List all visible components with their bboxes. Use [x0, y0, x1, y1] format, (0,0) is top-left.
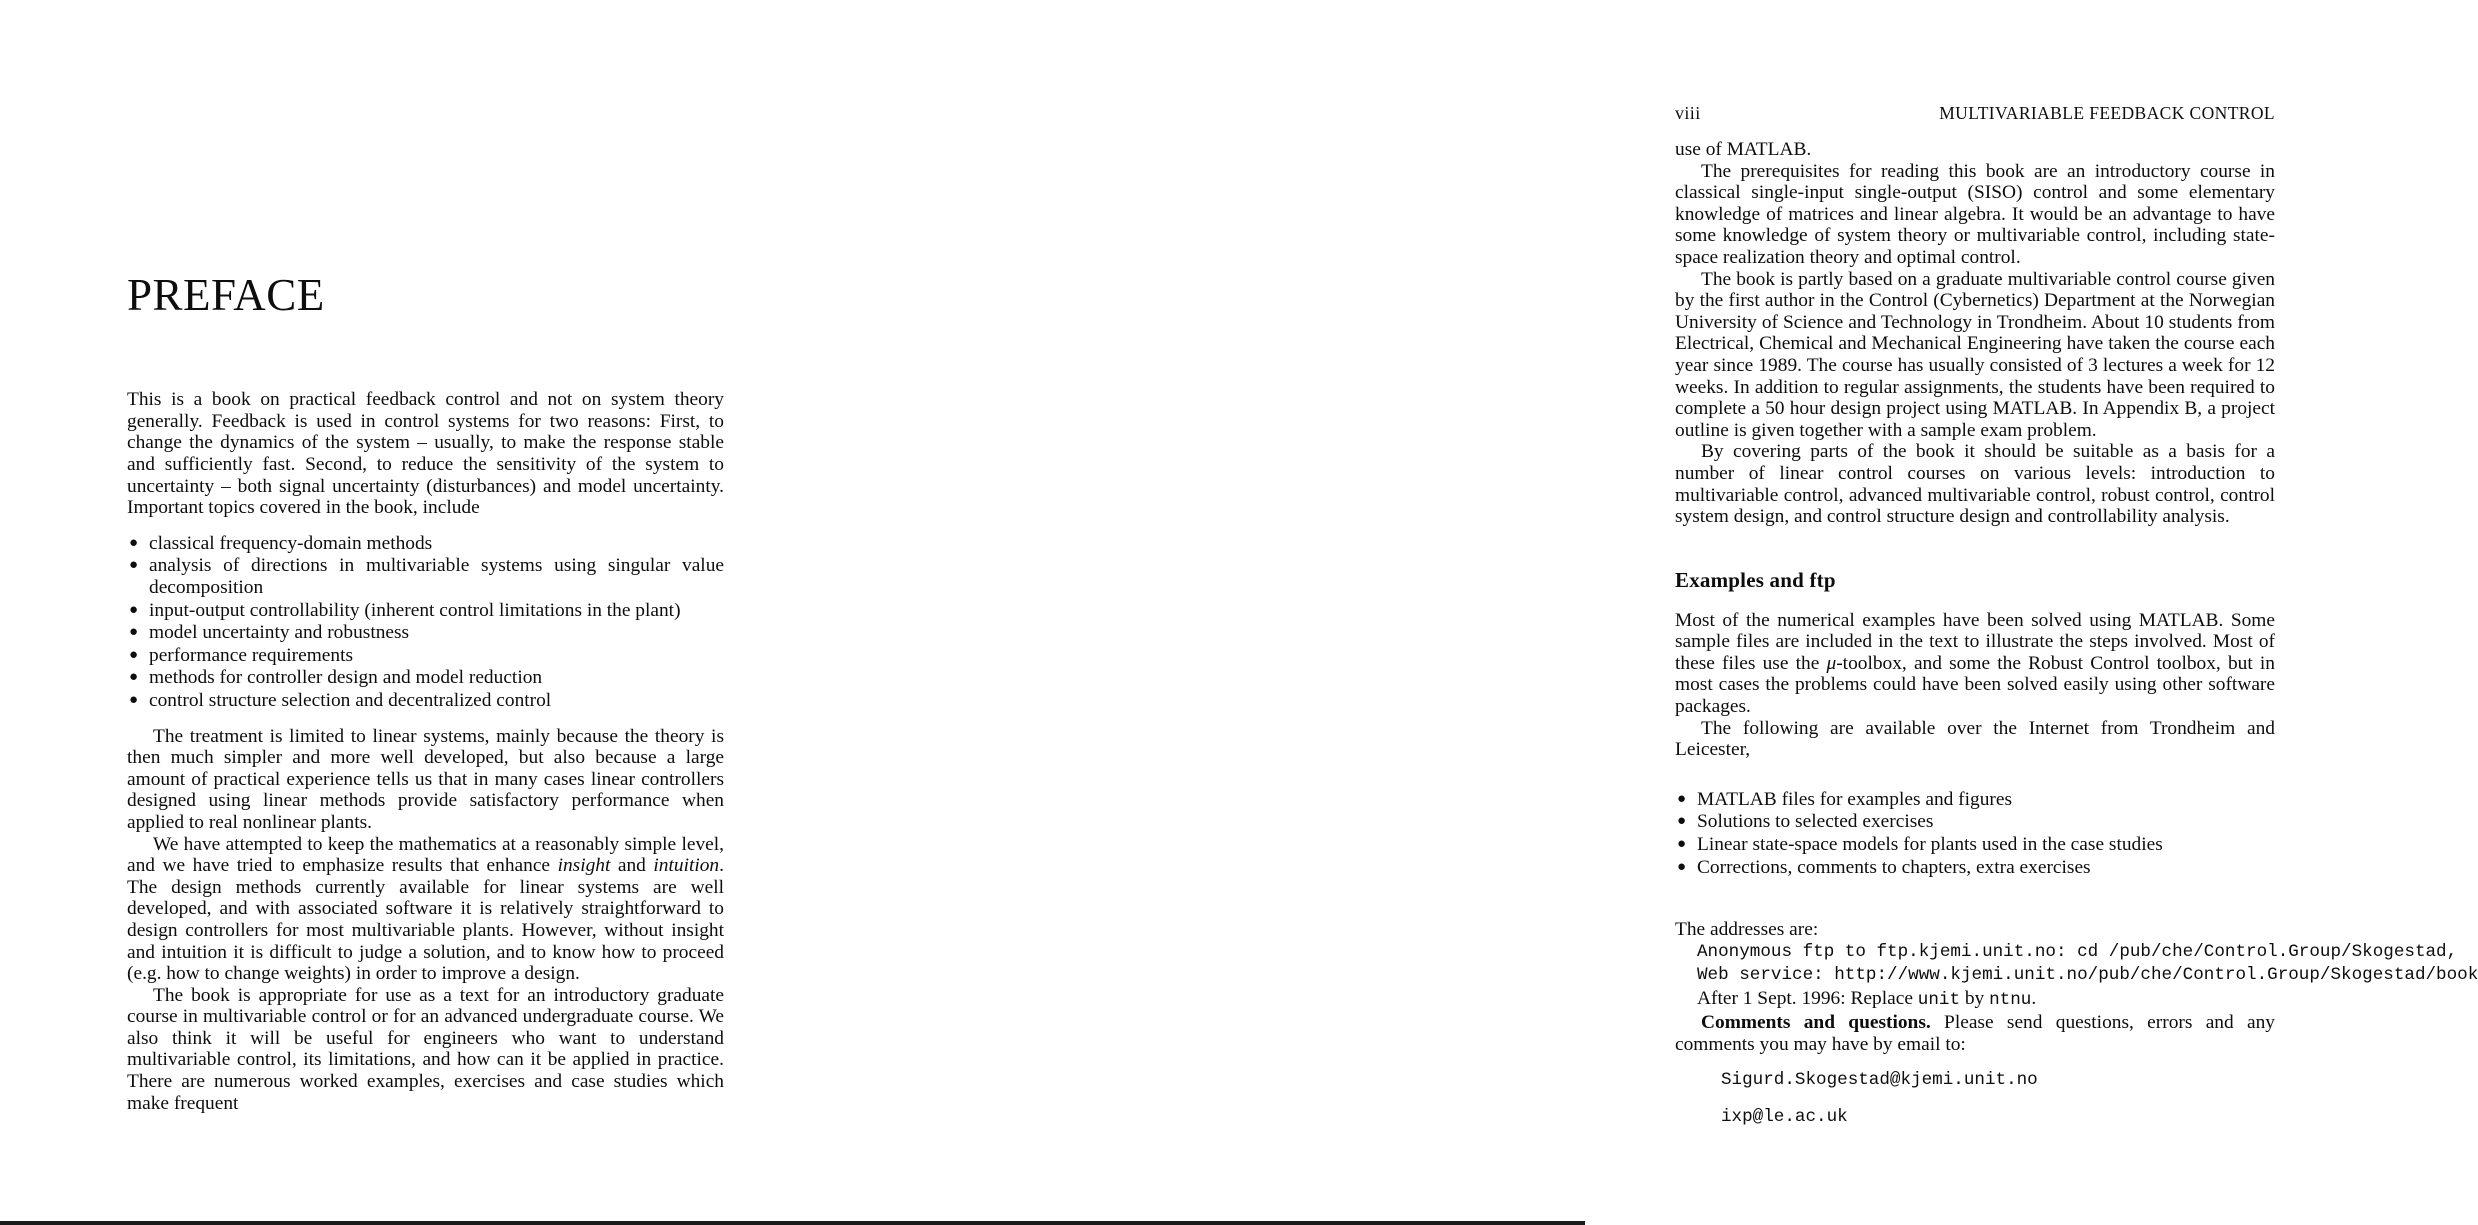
paragraph-mathematics-part-b: and — [610, 855, 654, 877]
emphasis-intuition: intuition — [653, 855, 720, 877]
list-item-label: Solutions to selected exercises — [1697, 811, 1934, 833]
resources-bullet-list — [1675, 789, 2275, 878]
paragraph-covering-parts: By covering parts of the book it should be suitable as a basis for a number of linear control courses on various levels: introduction to multivariable control, advanced multivariable control, robust control, control system design, and control structure design and controllability analysis. — [1675, 441, 2275, 528]
paragraph-examples — [1675, 610, 2275, 718]
paragraph-prerequisites: The prerequisites for reading this book are an introductory course in classical single-input single-output (SISO) control and some elementary knowledge of matrices and linear algebra. It would be an advantage to have some knowledge of system theory or multivariable control, including state-space realization theory and optimal control. — [1675, 160, 2275, 268]
running-head — [1675, 103, 2275, 139]
list-item — [1675, 789, 2275, 811]
bullet-icon: ● — [129, 601, 139, 618]
paragraph-mathematics-part-a: We have attempted to keep the mathematics at a reasonably simple level, and we have tried to emphasize results that enhance — [127, 833, 724, 877]
address-note-ntnu: ntnu — [1989, 990, 2032, 1011]
paragraph-following-available: The following are available over the Internet from Trondheim and Leicester, — [1675, 717, 2275, 761]
bullet-icon: ● — [1677, 858, 1687, 875]
page-number: viii — [1675, 103, 1701, 123]
paragraph-mathematics — [127, 834, 724, 985]
list-item-label: MATLAB files for examples and figures — [1697, 788, 2013, 810]
paragraph-continued: use of MATLAB. — [1675, 139, 1812, 160]
bullet-icon: ● — [1677, 813, 1687, 830]
spacer — [1675, 761, 2275, 775]
list-item-label: classical frequency-domain methods — [149, 532, 433, 554]
list-item — [127, 600, 724, 622]
list-item — [1675, 811, 2275, 833]
paragraph-treatment: The treatment is limited to linear systems, mainly because the theory is then much simpler and more well developed, but also because a large amount of practical experience tells us that in many cases linear controllers designed using linear methods provide satisfactory performance when applied to real nonlinear plants. — [127, 725, 724, 833]
list-item-label: model uncertainty and robustness — [149, 622, 410, 644]
chapter-continuation-block — [1675, 103, 2478, 1129]
preface-text-block — [127, 272, 724, 1114]
list-item-label: control structure selection and decentralized control — [149, 689, 552, 711]
spacer — [1675, 1092, 2275, 1106]
list-item-label: input-output controllability (inherent control limitations in the plant) — [149, 599, 681, 621]
bullet-icon: ● — [1677, 836, 1687, 853]
paragraph-examples-part-a: Most of the numerical examples have been solved using MATLAB. Some sample files are included in the text to illustrate the steps involved. Most of these files use the — [1675, 609, 2275, 674]
topics-bullet-list — [127, 533, 724, 712]
scan-bottom-edge — [0, 1221, 1585, 1225]
paragraph-appropriate: The book is appropriate for use as a text for an introductory graduate course in multivariable control or for an advanced undergraduate course. We also think it will be useful for engineers who want to understand multivariable control, its limitations, and how can it be applied in practice. There are numerous worked examples, exercises and case studies which make frequent — [127, 984, 724, 1114]
list-item — [1675, 834, 2275, 856]
comments-questions-label: Comments and questions. — [1701, 1012, 1931, 1034]
list-item-label: methods for controller design and model reduction — [149, 667, 543, 689]
comments-questions-text: Please send questions, errors and any comments you may have by email to: — [1675, 1012, 2276, 1055]
running-head-title: MULTIVARIABLE FEEDBACK CONTROL — [1939, 103, 2275, 123]
ftp-address-line: Anonymous ftp to ftp.kjemi.unit.no: cd /pub/che/Control.Group/Skogestad, — [1697, 942, 2458, 963]
page-left — [0, 0, 792, 1225]
addresses-intro-label: The addresses are: — [1675, 919, 1819, 941]
paragraph-intro: This is a book on practical feedback control and not on system theory generally. Feedback is used in control systems for two reasons: First, to change the dynamics of the system – usually, to make the response stable and sufficiently fast. Second, to reduce the sensitivity of the system to uncertainty – both signal uncertainty (disturbances) and model uncertainty. Important topics covered in the book, include — [127, 389, 724, 519]
bullet-icon: ● — [129, 557, 139, 574]
address-note-part-b: by — [1960, 988, 1990, 1010]
paragraph-examples-part-b: -toolbox, and some the Robust Control toolbox, but in most cases the problems could have been solved easily using other software packages. — [1675, 652, 2275, 718]
email-address-primary: Sigurd.Skogestad@kjemi.unit.no — [1721, 1070, 2038, 1091]
paragraph-course-history: The book is partly based on a graduate multivariable control course given by the first author in the Control (Cybernetics) Department at the Norwegian University of Science and Technology in Trondheim. About 10 students from Electrical, Chemical and Mechanical Engineering have taken the course each year since 1989. The course has usually consisted of 3 lectures a week for 12 weeks. In addition to regular assignments, the students have been required to complete a 50 hour design project using MATLAB. In Appendix B, a project outline is given together with a sample exam problem. — [1675, 268, 2275, 441]
list-item-label: Linear state-space models for plants used in the case studies — [1697, 834, 2163, 856]
list-item-label: performance requirements — [149, 644, 354, 666]
list-item-label: Corrections, comments to chapters, extra exercises — [1697, 856, 2091, 878]
list-item — [127, 645, 724, 667]
section-heading-examples-ftp: Examples and ftp — [1675, 567, 1836, 592]
list-item-label: analysis of directions in multivariable systems using singular value decomposition — [149, 555, 724, 598]
page-right — [793, 0, 2478, 1225]
list-item — [127, 667, 724, 689]
list-item — [127, 690, 724, 712]
list-item — [127, 555, 724, 598]
spacer — [1675, 892, 2275, 918]
paragraph-comments-questions — [1675, 1012, 2275, 1055]
page-title: PREFACE — [127, 270, 325, 320]
address-change-note — [1697, 987, 2275, 1012]
list-item — [1675, 857, 2275, 879]
address-note-unit: unit — [1917, 990, 1961, 1011]
bullet-icon: ● — [129, 534, 139, 551]
address-note-part-c: . — [2031, 988, 2037, 1010]
list-item — [127, 622, 724, 644]
bullet-icon: ● — [129, 646, 139, 663]
bullet-icon: ● — [129, 691, 139, 708]
list-item — [127, 533, 724, 555]
bullet-icon: ● — [129, 669, 139, 686]
mu-symbol: μ — [1826, 652, 1837, 674]
web-address-line: Web service: http://www.kjemi.unit.no/pub/che/Control.Group/Skogestad/book — [1697, 965, 2478, 986]
email-address-secondary: ixp@le.ac.uk — [1721, 1107, 1848, 1128]
bullet-icon: ● — [1677, 790, 1687, 807]
address-note-part-a: After 1 Sept. 1996: Replace — [1697, 988, 1918, 1010]
spacer — [1675, 1055, 2275, 1069]
emphasis-insight: insight — [557, 855, 611, 877]
bullet-icon: ● — [129, 624, 139, 641]
paragraph-mathematics-part-c: . The design methods currently available for linear systems are well developed, and with associated software it is relatively straightforward to design controllers for most multivariable plants. However, without insight and intuition it is difficult to judge a solution, and to know how to proceed (e.g. how to change weights) in order to improve a design. — [127, 855, 724, 985]
